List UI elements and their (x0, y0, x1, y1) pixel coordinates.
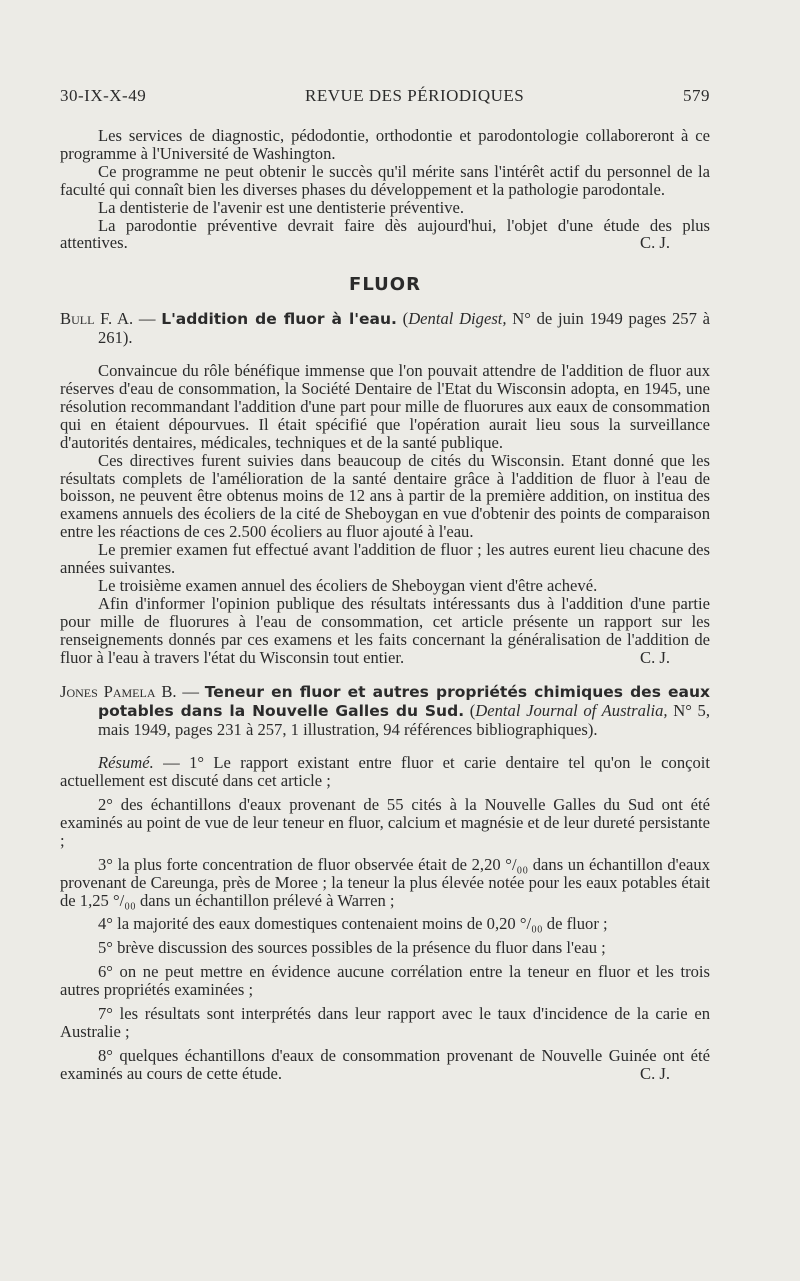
summary-item: 3° la plus forte concentration de fluor observée était de 2,20 °/₀₀ dans un échantillon d'eaux provenant de Careunga, près de Moree ; la teneur la plus élevée notée pour les eaux potables était de 1,25 °/₀₀ dans un échantillon prélevé à Warren ; (60, 854, 710, 910)
summary-label: Résumé. (98, 753, 154, 773)
article-paragraph: Le premier examen fut effectué avant l'addition de fluor ; les autres eurent lieu chacune des années suivantes. (60, 540, 710, 578)
spacer (60, 739, 710, 754)
header-date: 30-IX-X-49 (60, 86, 147, 105)
signature: C. J. (640, 1063, 670, 1083)
ref-open: ( (396, 309, 409, 329)
intro-paragraph: Les services de diagnostic, pédodontie, orthodontie et parodontologie collaboreront à ce programme à l'Université de Washington. (60, 126, 710, 163)
section-title: FLUOR (349, 274, 421, 296)
summary-item (60, 754, 710, 790)
intro-paragraph: Ce programme ne peut obtenir le succès qu'il mérite sans l'intérêt actif du personnel de la faculté qui connaît bien les diverses phases du développement et la pathologie parodontale. (60, 161, 710, 199)
signature: C. J. (640, 233, 670, 253)
summary-item: 7° les résultats sont interprétés dans leur rapport avec le taux d'incidence de la carie en Australie ; (60, 1004, 710, 1041)
separator: — (133, 309, 162, 329)
summary-text: — 1° Le rapport existant entre fluor et carie dentaire tel qu'on le conçoit actuellement est discuté dans cet article ; (60, 753, 710, 791)
article-title: Teneur en fluor et autres propriétés chimiques des eaux potables dans la Nouvelle Galles du Sud. (98, 683, 710, 721)
intro-paragraph (60, 217, 710, 253)
ref-open: ( (464, 701, 476, 721)
running-header (60, 86, 710, 106)
article-author: Bull F. A. (60, 309, 134, 329)
article-title: L'addition de fluor à l'eau. (161, 310, 397, 329)
separator: — (176, 682, 205, 702)
summary-text: 8° quelques échantillons d'eaux de consommation provenant de Nouvelle Guinée ont été examinés au cours de cette étude. (60, 1045, 710, 1083)
spacer (60, 347, 710, 362)
journal-name: Dental Journal of Australia, (475, 701, 668, 721)
page-body (60, 127, 710, 1083)
page-number: 579 (683, 86, 710, 105)
header-title: REVUE DES PÉRIODIQUES (304, 86, 525, 105)
journal-name: Dental Digest, (408, 309, 507, 329)
article-heading (60, 310, 710, 347)
article-paragraph: Convaincue du rôle bénéfique immense que l'on pouvait attendre de l'addition de fluor aux réserves d'eau de consommation, la Société Dentaire de l'Etat du Wisconsin adopta, en 1945, une résolution recommandant l'addition d'une part pour mille de fluorures aux eaux de consommation qui en étaient dépourvues. Il était spécifié que l'opération aurait lieu sous la surveillance d'autorités dentaires, médicales, techniques et de la santé publique. (60, 361, 710, 452)
article-author: Jones Pamela B. (60, 682, 177, 702)
article-heading (60, 683, 710, 739)
reference-details: N° de juin 1949 pages 257 à 261). (98, 309, 710, 348)
summary-item: 2° des échantillons d'eaux provenant de 55 cités à la Nouvelle Galles du Sud ont été examinés au point de vue de leur teneur en fluor, calcium et magnésie et de leur dureté persistante ; (60, 795, 710, 850)
reference-details: N° 5, mais 1949, pages 231 à 257, 1 illustration, 94 références bibliographiques). (98, 701, 710, 740)
intro-text: La parodontie préventive devrait faire dès aujourd'hui, l'objet d'une étude des plus attentives. (60, 215, 710, 253)
article-paragraph: Le troisième examen annuel des écoliers de Sheboygan vient d'être achevé. (98, 575, 598, 595)
summary-item: 4° la majorité des eaux domestiques contenaient moins de 0,20 °/₀₀ de fluor ; (98, 914, 608, 934)
signature: C. J. (640, 647, 670, 667)
spacer (60, 666, 710, 683)
summary-item: 5° brève discussion des sources possibles de la présence du fluor dans l'eau ; (98, 938, 606, 958)
article-text: Afin d'informer l'opinion publique des résultats intéressants dus à l'addition d'une partie pour mille de fluorures à l'eau de consommation, cet article présente un rapport sur les renseignements donnés par ces examens et les faits concernant la généralisation de l'addition de fluor à l'eau à travers l'état du Wisconsin tout entier. (60, 593, 710, 667)
intro-paragraph: La dentisterie de l'avenir est une dentisterie préventive. (98, 197, 465, 217)
article-paragraph (60, 595, 710, 667)
summary-item (60, 1047, 710, 1083)
article-paragraph: Ces directives furent suivies dans beaucoup de cités du Wisconsin. Etant donné que les résultats complets de l'amélioration de la santé dentaire grâce à l'addition de fluor à l'eau de boisson, ne peuvent être obtenus moins de 12 ans à partir de la première addition, on institua des examens annuels des écoliers de la cité de Sheboygan en vue d'obtenir des points de comparaison entre les réactions de ces 2.500 écoliers au fluor ajouté à l'eau. (60, 450, 710, 542)
summary-item: 6° on ne peut mettre en évidence aucune corrélation entre la teneur en fluor et les trois autres propriétés examinées ; (60, 962, 710, 1000)
